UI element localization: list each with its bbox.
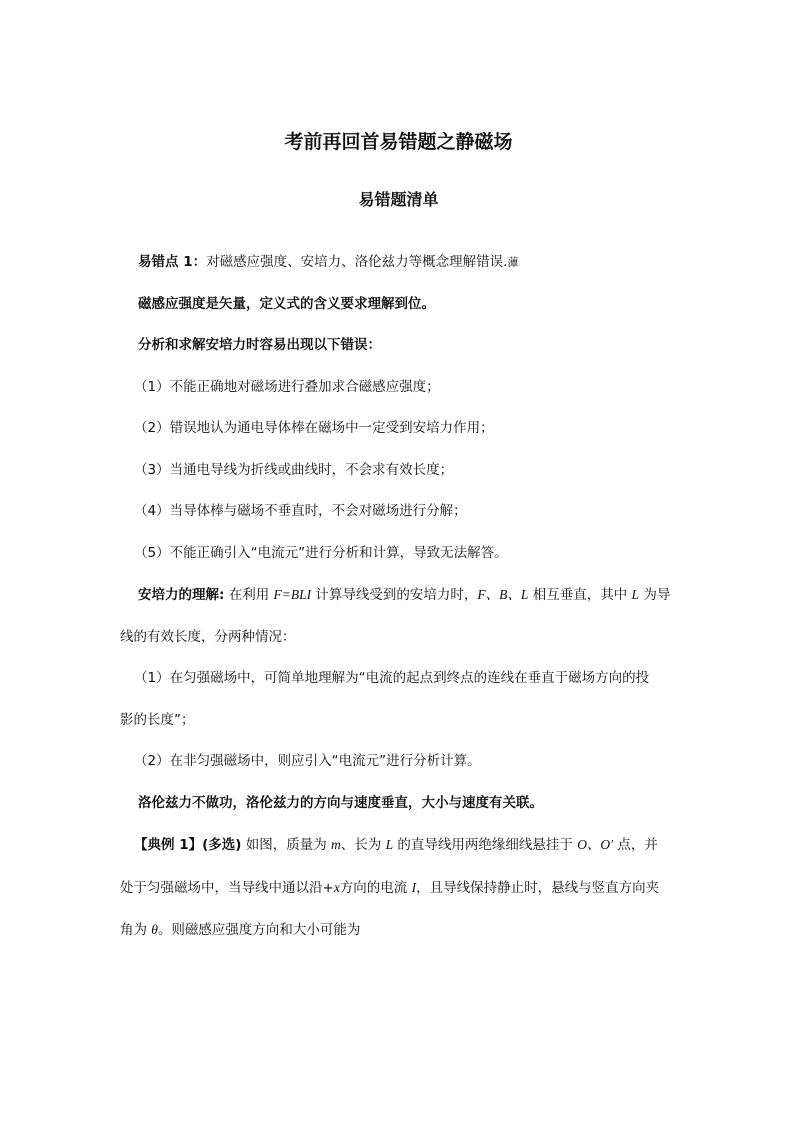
error-item: （3）当通电导线为折线或曲线时，不会求有效长度； — [134, 461, 454, 478]
error-item: （4）当导体棒与磁场不垂直时，不会对磁场进行分解； — [134, 503, 467, 519]
text-run: 的直导线用两绝缘细线悬挂于 — [393, 837, 578, 853]
text-run: 如图，质量为 — [241, 837, 332, 853]
error-point-label: 易错点 1： — [138, 254, 207, 270]
example-line1 — [120, 824, 677, 867]
error-item: （5）不能正确引入“电流元”进行分析和计算，导致无法解答。 — [134, 544, 508, 561]
points-O: O、O′ — [577, 837, 614, 852]
case-1-line1: （1）在匀强磁场中，可简单地理解为“电流的起点到终点的连线在垂直于磁场方向的投 — [134, 670, 650, 686]
formula: F=BLI — [273, 587, 312, 602]
case-1-line2: 影的长度”； — [120, 711, 195, 728]
text-run: 方向的电流 — [339, 879, 412, 896]
variables: F、B、L — [477, 587, 529, 602]
text-run: 、长为 — [340, 837, 386, 853]
variable-L: L — [385, 837, 394, 852]
key-point-vector: 磁感应强度是矢量，定义式的含义要求理解到位。 — [138, 295, 435, 312]
text-run: 计算导线受到的安培力时， — [311, 587, 478, 603]
page-title: 考前再回首易错题之静磁场 — [284, 131, 513, 153]
stray-glyph: 藫 — [507, 256, 519, 269]
variable-I: I — [411, 879, 417, 895]
text-run: 在利用 — [224, 587, 274, 603]
ampere-paragraph-line2: 线的有效长度，分两种情况： — [120, 628, 296, 645]
text-run: 角为 — [120, 922, 152, 938]
lorentz-statement: 洛伦兹力不做功，洛伦兹力的方向与速度垂直，大小与速度有关联。 — [138, 794, 543, 811]
variable-L: L — [631, 587, 640, 602]
text-run: 。则磁感应强度方向和大小可能为 — [157, 922, 361, 938]
example-label: 【典例 1】(多选) — [134, 837, 242, 853]
error-point-1 — [120, 242, 677, 284]
text-run: ，且导线保持静止时，悬线与竖直方向夹 — [416, 879, 660, 896]
variable-theta: θ — [151, 922, 158, 937]
section-title: 易错题清单 — [358, 190, 439, 209]
text-run: 相互垂直，其中 — [528, 587, 632, 603]
text-run: 点，并 — [613, 837, 658, 853]
variable-m: m — [331, 837, 341, 852]
content-body — [120, 242, 677, 952]
ampere-label: 安培力的理解: — [138, 587, 225, 603]
text-run: 处于匀强磁场中，当导线中通以沿+ — [120, 879, 334, 896]
example-line2 — [120, 867, 677, 910]
example-line3 — [120, 909, 677, 952]
ampere-paragraph-line1 — [120, 574, 677, 617]
variable-x: x — [333, 879, 340, 895]
error-item: （1）不能正确地对磁场进行叠加求合磁感应强度； — [134, 378, 440, 395]
key-point-errors-intro: 分析和求解安培力时容易出现以下错误： — [138, 337, 381, 353]
case-2: （2）在非匀强磁场中，则应引入“电流元”进行分析计算。 — [134, 753, 481, 769]
error-point-text: 对磁感应强度、安培力、洛伦兹力等概念理解错误. — [206, 254, 508, 270]
text-run: 为导 — [639, 587, 671, 603]
error-item: （2）错误地认为通电导体棒在磁场中一定受到安培力作用； — [134, 420, 494, 436]
